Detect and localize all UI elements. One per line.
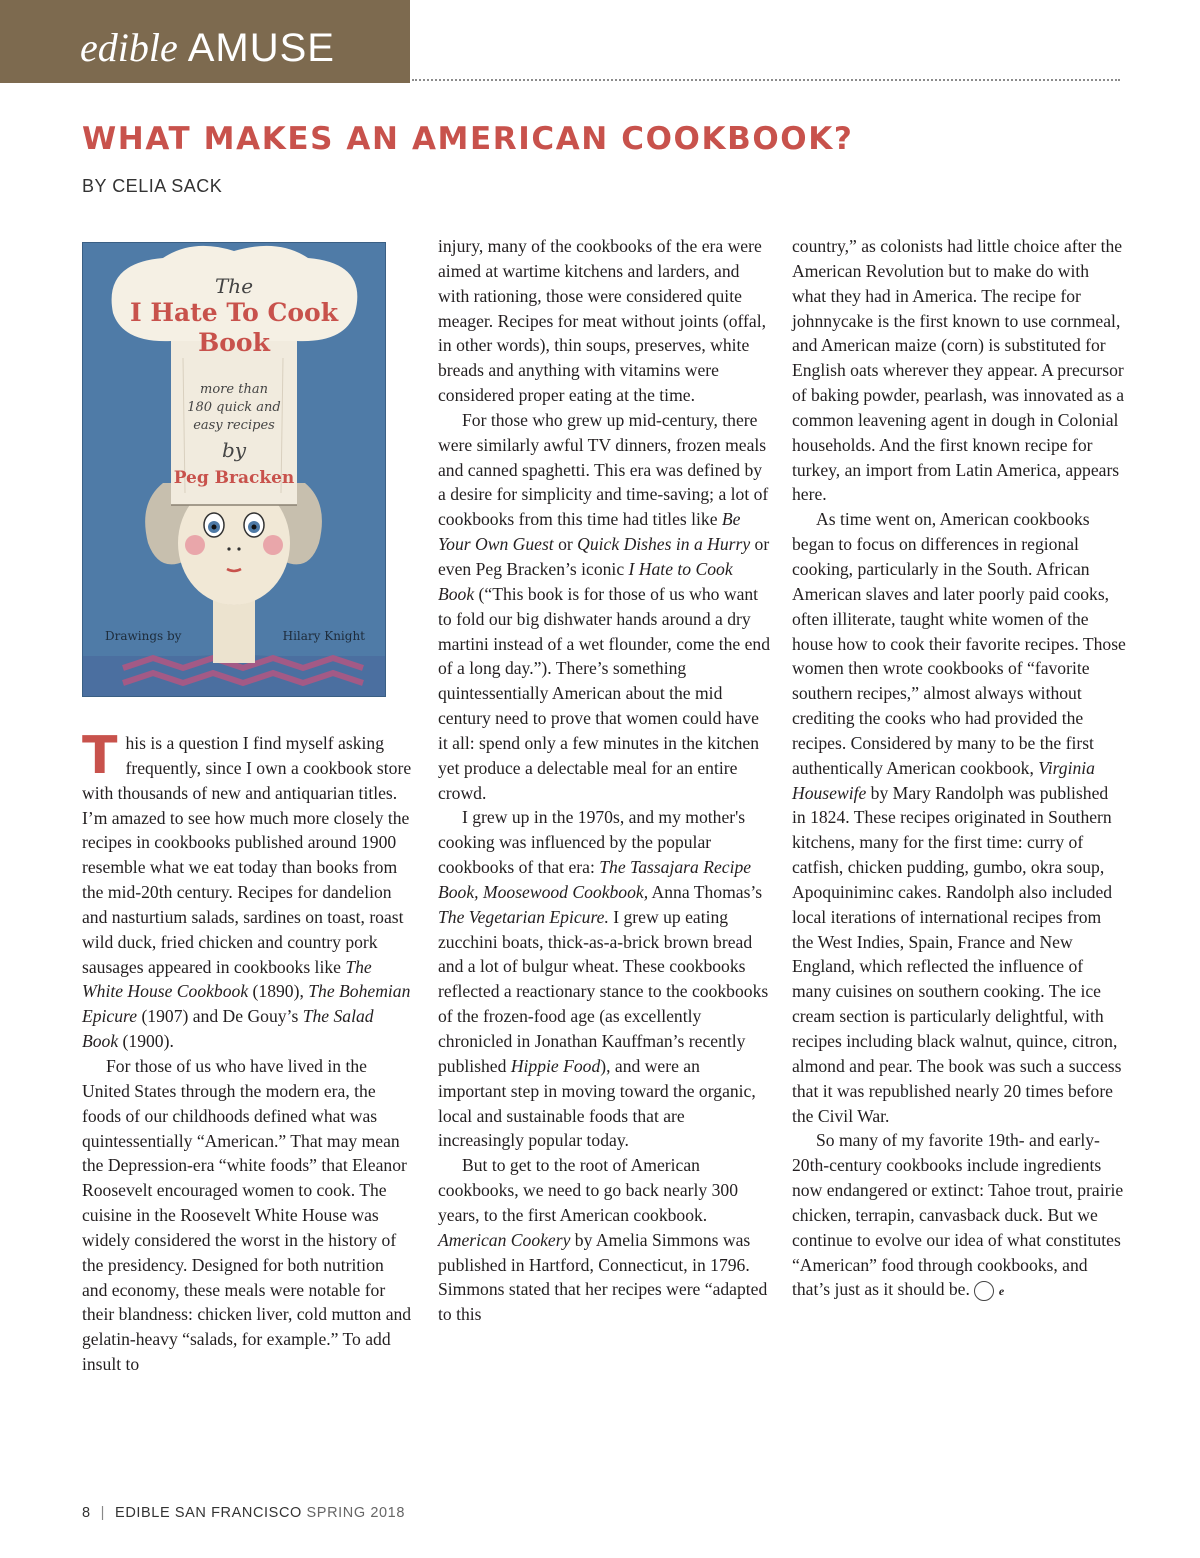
text-run: (1907) and De Gouy’s xyxy=(137,1006,303,1027)
book-title: The Bohemian Epicure xyxy=(82,981,411,1027)
page-number: 8 xyxy=(82,1505,91,1521)
book-title: Be Your Own Guest xyxy=(438,509,741,555)
page-footer xyxy=(82,1505,405,1521)
text-run: by Amelia Simmons was published in Hartford, Connecticut, in 1796. Simmons stated that her recipes were “adapted to this xyxy=(438,1229,768,1325)
paragraph xyxy=(82,726,412,1054)
article-column-2 xyxy=(438,234,772,1327)
book-title: The Vegetarian Epicure. xyxy=(438,906,609,927)
text-run: As time went on, American cookbooks began to focus on differences in regional cooking, particularly in the South. African American slaves and later poorly paid cooks, often illiterate, taught white women of the house how to cook their favorite recipes. Those women then wrote cookbooks of “favorite southern recipes,” almost always without crediting the cooks who had provided the recipes. Considered by many to be the first authentically American cookbook, xyxy=(792,509,1126,778)
footer-separator: | xyxy=(100,1505,106,1521)
article-column-1 xyxy=(82,726,412,1377)
text-run: by Mary Randolph was published in 1824. These recipes originated in Southern kitchens, many for the first time: curry of catfish, chicken pudding, gumbo, okra soup, Apoquiniminc cakes. Randolph also included local iterations of international recipes from the West Indies, Spain, France and New England, which reflected the influence of many cuisines on southern cooking. The ice cream section is particularly delightful, with recipes including black walnut, quince, citron, almond and pear. The book was such a success that it was republished nearly 20 times before the Civil War. xyxy=(792,782,1122,1126)
book-title: The White House Cookbook xyxy=(82,956,372,1002)
text-run: So many of my favorite 19th- and early-20th-century cookbooks include ingredients now endangered or extinct: Tahoe trout, prairie chicken, terrapin, canvasback duck. But we continue to evolve our idea of what constitutes “American” food through cookbooks, and that’s just as it should be. xyxy=(792,1130,1124,1300)
text-run: (1900). xyxy=(118,1031,174,1052)
text-run: I grew up eating zucchini boats, thick-as-a-brick brown bread and a lot of bulgur wheat. These cookbooks reflected a reactionary stance to the cookbooks of the frozen-food age (as excellently chronicled in Jonathan Kauffman’s recently published xyxy=(438,906,769,1076)
text-run: or xyxy=(553,534,578,555)
text-run: Anna Thomas’s xyxy=(648,881,763,902)
text-run: (1890), xyxy=(248,981,309,1002)
cover-title-line1: I Hate To Cook xyxy=(129,298,339,327)
text-run: I grew up in the 1970s, and my mother's cooking was influenced by the popular cookbooks of that era: xyxy=(438,807,746,878)
cover-illustration xyxy=(83,243,385,696)
paragraph: injury, many of the cookbooks of the era were aimed at wartime kitchens and larders, and with rationing, those were considered quite meager. Recipes for meat without joints (offal, in other words), thin soups, preserves, white breads and anything with vitamins were considered proper eating at the time. xyxy=(438,236,767,406)
article-byline: BY CELIA SACK xyxy=(82,176,223,196)
book-title: I Hate to Cook Book xyxy=(438,558,733,604)
text-run: or even Peg Bracken’s iconic xyxy=(438,534,770,579)
cover-by: by xyxy=(221,438,247,462)
cover-author: Peg Bracken xyxy=(173,468,295,488)
paragraph xyxy=(438,1153,772,1327)
paragraph xyxy=(792,1128,1126,1302)
cover-title-line2: Book xyxy=(198,328,270,357)
section-brand: edible xyxy=(80,25,178,70)
text-run: For those who grew up mid-century, there were similarly awful TV dinners, frozen meals and canned spaghetti. This era was defined by a desire for simplicity and time-saving; a lot of cookbooks from this time had titles like xyxy=(438,409,769,530)
issue-season: SPRING 2018 xyxy=(306,1505,406,1521)
book-title: Quick Dishes in a Hurry xyxy=(577,534,751,555)
cover-subtitle-line3: easy recipes xyxy=(193,418,275,433)
paragraph xyxy=(438,408,772,806)
paragraph: country,” as colonists had little choice after the American Revolution but to make do with what they had in America. The recipe for johnnycake is the first known to use cornmeal, and American maize (corn) is substituted for English oats wherever they appear. A precursor of baking powder, pearlash, was innovated as a common leavening agent in dough in Colonial households. And the first known recipe for turkey, an import from Latin America, appears here. xyxy=(792,236,1125,505)
section-title xyxy=(80,24,335,72)
end-mark-icon: e xyxy=(974,1281,994,1301)
text-run: ), and were an important step in moving toward the organic, local and sustainable foods that are increasingly popular today. xyxy=(438,1055,756,1151)
paragraph xyxy=(792,507,1126,1128)
publication-name: EDIBLE SAN FRANCISCO xyxy=(115,1505,302,1521)
dotted-divider xyxy=(412,79,1120,81)
drop-cap: T xyxy=(82,726,118,786)
section-header-tab xyxy=(0,0,410,83)
cover-title-the: The xyxy=(214,274,254,298)
cover-illustrator: Hilary Knight xyxy=(282,629,365,643)
cover-drawings-by: Drawings by xyxy=(105,629,182,643)
book-title: American Cookery xyxy=(438,1229,571,1250)
article-column-3 xyxy=(792,234,1126,1302)
text-run: (“This book is for those of us who want to fold our big dishwater hands around a dry martini instead of a wet flounder, come the end of a long day.”). There’s something quintessentially American about the mid century need to prove that women could have it all: spend only a few minutes in the kitchen yet produce a delectable meal for an entire crowd. xyxy=(438,583,770,803)
paragraph: For those of us who have lived in the United States through the modern era, the foods of our childhoods defined what was quintessentially “American.” That may mean the Depression-era “white foods” that Eleanor Roosevelt encouraged women to cook. The cuisine in the Roosevelt White House was widely considered the worst in the history of the presidency. Designed for both nutrition and economy, these meals were notable for their blandness: chicken liver, cold mutton and gelatin-heavy “salads, for example.” To add insult to xyxy=(82,1055,412,1375)
paragraph xyxy=(438,805,772,1153)
text-run: But to get to the root of American cookbooks, we need to go back nearly 300 years, to the first American cookbook. xyxy=(438,1155,738,1225)
book-title: Hippie Food xyxy=(510,1055,601,1076)
cookbook-cover-image xyxy=(82,242,386,697)
cover-subtitle-line1: more than xyxy=(200,382,268,397)
cover-subtitle-line2: 180 quick and xyxy=(187,400,281,415)
book-title: Virginia Housewife xyxy=(792,757,1095,803)
book-title: The Tassajara Recipe Book, Moosewood Cookbook, xyxy=(438,857,752,902)
text-run: his is a question I find myself asking frequently, since I own a cookbook store with thousands of new and antiquarian titles. I’m amazed to see how much more closely the recipes in cookbooks published around 1900 resemble what we eat today than books from the mid-20th century. Recipes for dandelion and nasturtium salads, sardines on toast, roast wild duck, fried chicken and country pork sausages appeared in cookbooks like xyxy=(82,733,412,977)
book-title: The Salad Book xyxy=(82,1006,374,1052)
article-headline: WHAT MAKES AN AMERICAN COOKBOOK? xyxy=(82,121,854,157)
section-name: AMUSE xyxy=(187,26,335,70)
